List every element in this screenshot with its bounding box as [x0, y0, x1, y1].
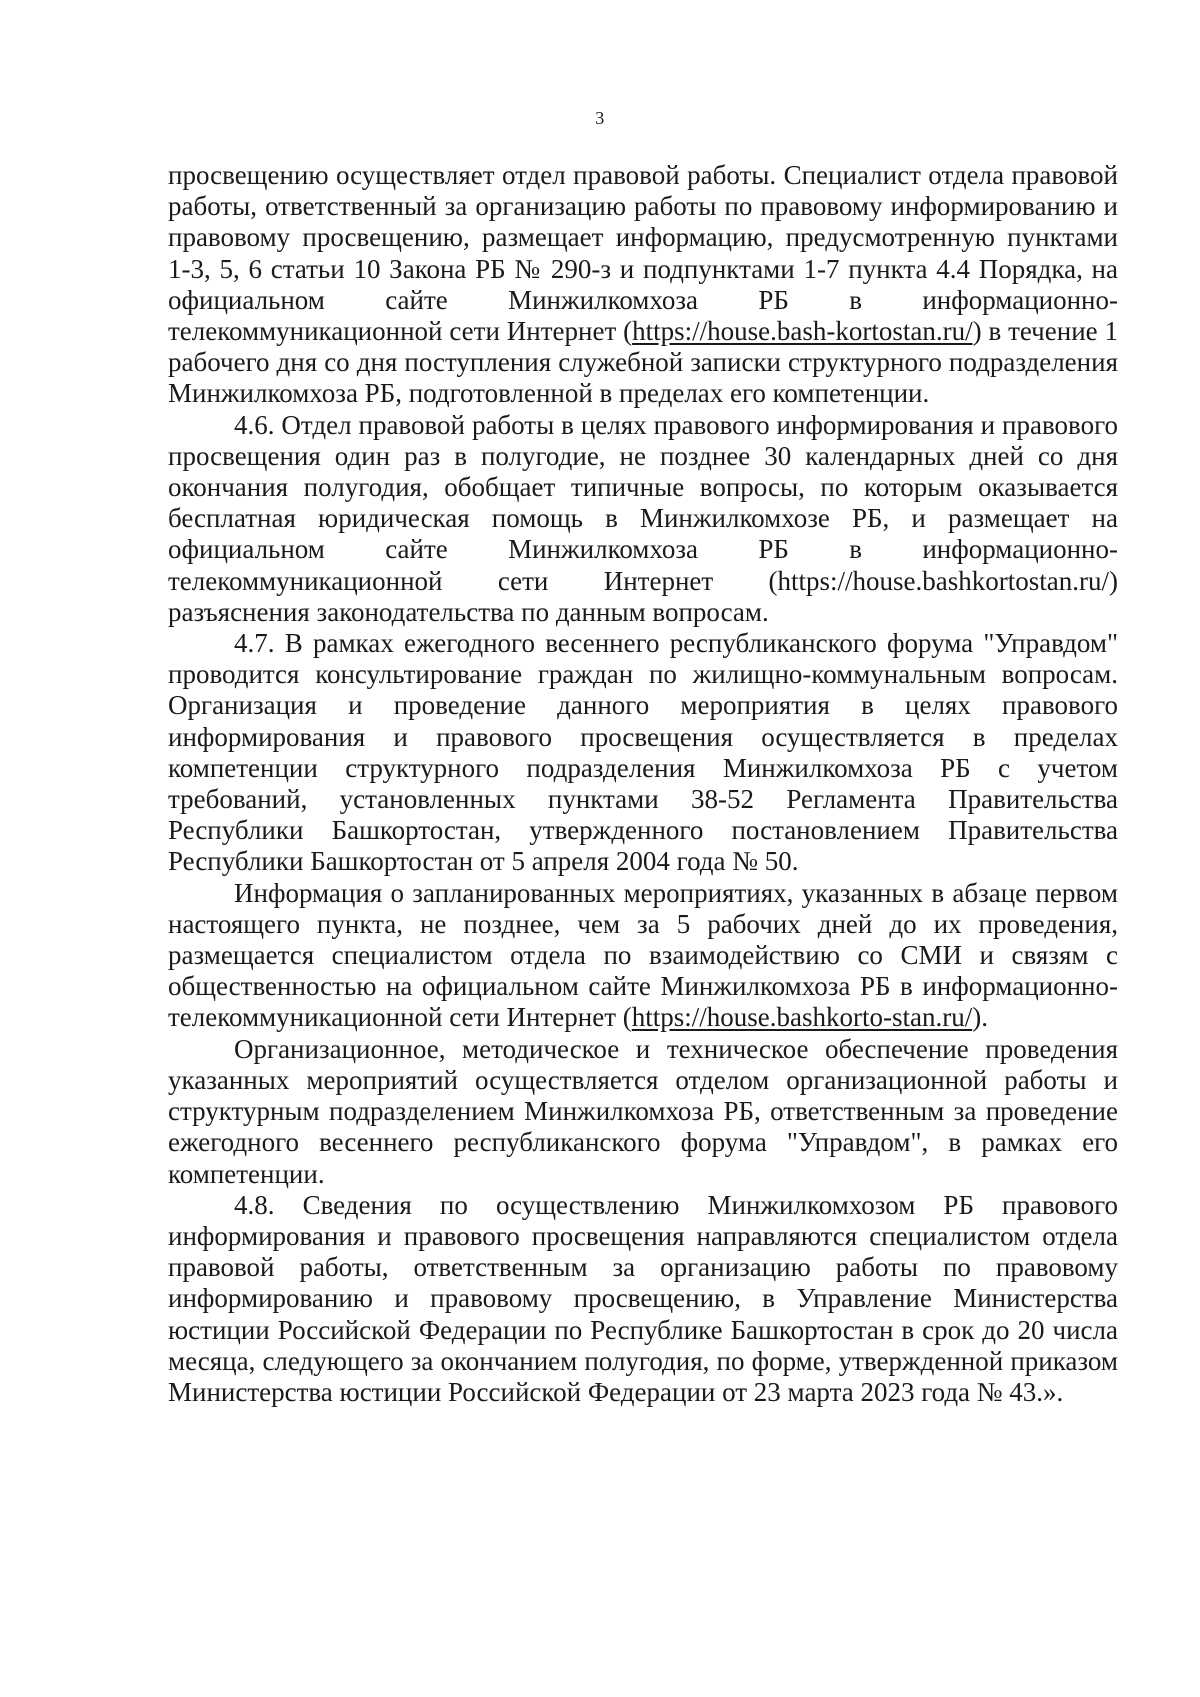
website-link[interactable]: https://house.bashkorto-stan.ru/ [631, 1002, 973, 1033]
paragraph-4-7 [168, 628, 1118, 878]
paragraph-text: просвещению осуществляет отдел правовой работы. Специалист отдела правовой работы, ответственный за организацию работы по правовому информированию и правовому просвещению, размещает информацию, предусмотренную пунктами 1-3, 5, 6 статьи 10 Закона РБ № 290-з и подпунктами 1-7 пункта 4.4 Порядка, на официальном сайте Минжилкомхоза РБ в информационно-телекоммуникационной сети Интернет ( [168, 160, 1118, 347]
paragraph-text: 4.7. В рамках ежегодного весеннего республиканского форума "Управдом" проводится консультирование граждан по жилищно-коммунальным вопросам. Организация и проведение данного мероприятия в целях правового информирования и правового просвещения осуществляется в пределах компетенции структурного подразделения Минжилкомхоза РБ с учетом требований, установленных пунктами 38-52 Регламента Правительства Республики Башкортостан, утвержденного постановлением Правительства Республики Башкортостан от 5 апреля 2004 года № 50. [168, 628, 1118, 877]
paragraph-4-6 [168, 410, 1118, 628]
paragraph-text: ). [972, 1002, 988, 1033]
paragraph-text: ) в течение 1 рабочего дня со дня поступления служебной записки структурного подразделения Минжилкомхоза РБ, подготовленной в пределах его компетенции. [168, 316, 1118, 409]
paragraph-text: 4.6. Отдел правовой работы в целях правового информирования и правового просвещения один раз в полугодие, не позднее 30 календарных дней со дня окончания полугодия, обобщает типичные вопросы, по которым оказывается бесплатная юридическая помощь в Минжилкомхозе РБ, и размещает на официальном сайте Минжилкомхоза РБ в информационно-телекоммуникационной сети Интернет (https://house.bashkortostan.ru/) разъяснения законодательства по данным вопросам. [168, 409, 1118, 627]
paragraph-4-8 [168, 1190, 1118, 1408]
page-number: 3 [595, 108, 605, 128]
document-body [168, 160, 1118, 1408]
paragraph-text: 4.8. Сведения по осуществлению Минжилкомхозом РБ правового информирования и правового просвещения направляются специалистом отдела правовой работы, ответственным за организацию работы по правовому информированию и правовому просвещению, в Управление Министерства юстиции Российской Федерации по Республике Башкортостан в срок до 20 числа месяца, следующего за окончанием полугодия, по форме, утвержденной приказом Министерства юстиции Российской Федерации от 23 марта 2023 года № 43.». [168, 1189, 1118, 1407]
paragraph-continuation [168, 160, 1118, 410]
paragraph-organizational-support [168, 1034, 1118, 1190]
paragraph-text: Организационное, методическое и техническое обеспечение проведения указанных мероприятий осуществляется отделом организационной работы и структурным подразделением Минжилкомхоза РБ, ответственным за проведение ежегодного весеннего республиканского форума "Управдом", в рамках его компетенции. [168, 1033, 1118, 1189]
website-link[interactable]: https://house.bash-kortostan.ru/ [632, 316, 973, 347]
paragraph-events-info [168, 878, 1118, 1034]
paragraph-text: Информация о запланированных мероприятиях, указанных в абзаце первом настоящего пункта, не позднее, чем за 5 рабочих дней до их проведения, размещается специалистом отдела по взаимодействию со СМИ и связям с общественностью на официальном сайте Минжилкомхоза РБ в информационно-телекоммуникационной сети Интернет ( [168, 877, 1118, 1033]
